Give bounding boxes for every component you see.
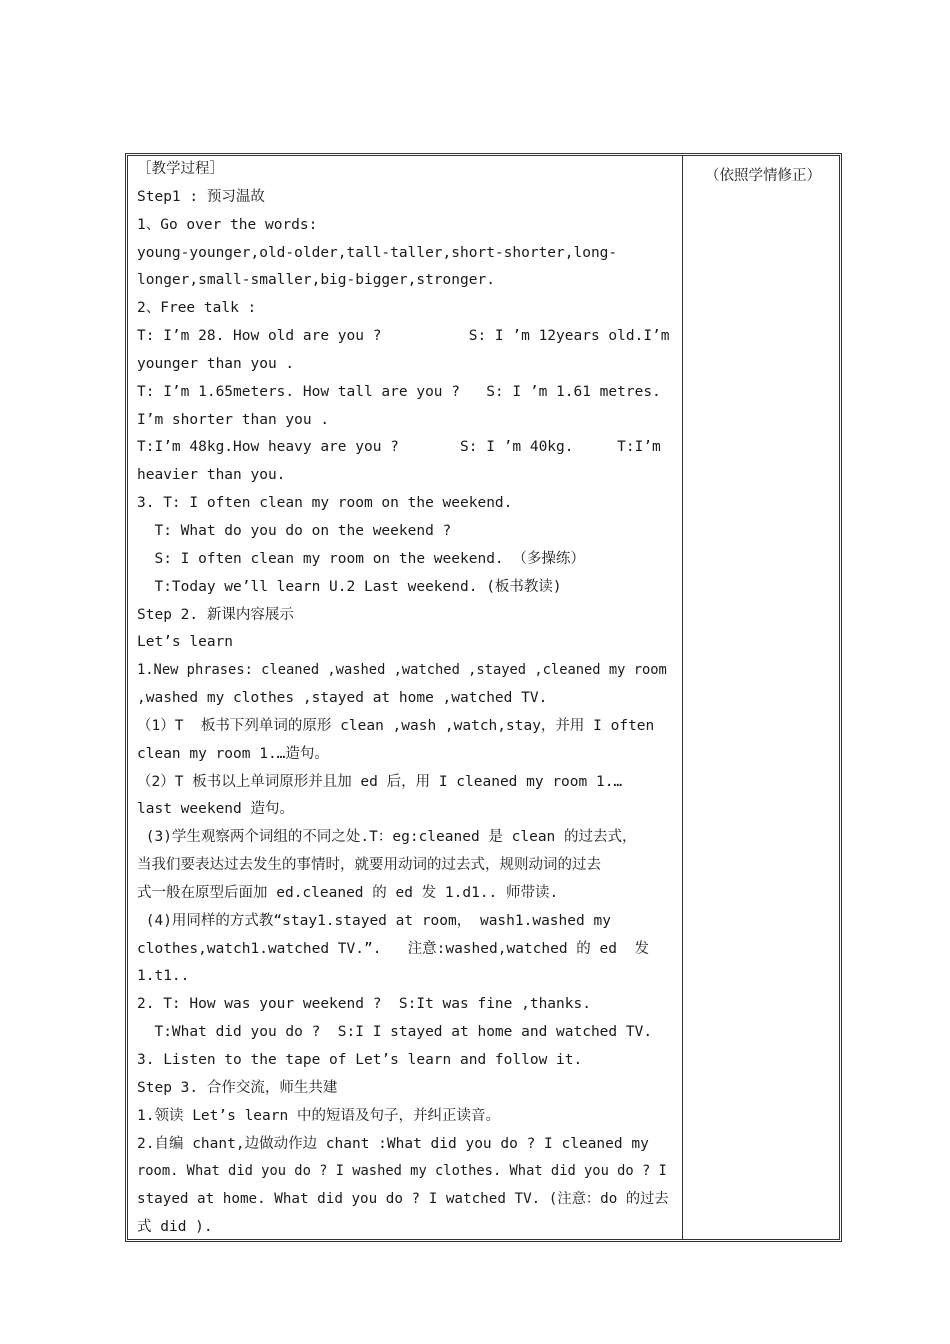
text-line: longer,small-smaller,big-bigger,stronger. bbox=[137, 272, 495, 289]
revision-note: （依照学情修正） bbox=[705, 168, 821, 184]
text-line: young-younger,old-older,tall-taller,short-shorter,long- bbox=[137, 244, 618, 261]
text-line: T:What did you do ? S:I I stayed at home and watched TV. bbox=[137, 1024, 653, 1041]
text-line: S: I often clean my room on the weekend. （多操练） bbox=[137, 550, 585, 567]
text-line: clothes,watch1.watched TV.”. 注意:washed,watched 的 ed 发 bbox=[137, 940, 649, 957]
text-line: 1.t1.. bbox=[137, 968, 190, 985]
text-line: 1.New phrases: cleaned ,washed ,watched ,stayed ,cleaned my room bbox=[137, 662, 667, 679]
text-line: I’m shorter than you . bbox=[137, 411, 330, 428]
text-line: 2. T: How was your weekend ? S:It was fine ,thanks. bbox=[137, 996, 591, 1013]
text-line: 2、Free talk : bbox=[137, 300, 257, 317]
text-line: 当我们要表达过去发生的事情时，就要用动词的过去式，规则动词的过去 bbox=[137, 857, 601, 874]
text-line: 2.自编 chant,边做动作边 chant :What did you do ? I cleaned my bbox=[137, 1135, 649, 1152]
text-line: 3. Listen to the tape of Let’s learn and follow it. bbox=[137, 1052, 583, 1068]
text-line: 1.领读 Let’s learn 中的短语及句子，并纠正读音。 bbox=[137, 1107, 500, 1124]
text-line: （2）T 板书以上单词原形并且加 ed 后，用 I cleaned my room 1.… bbox=[137, 773, 623, 790]
text-line: （1）T 板书下列单词的原形 clean ,wash ,watch,stay，并用 I often bbox=[137, 717, 655, 734]
text-line: 1、Go over the words: bbox=[137, 216, 318, 233]
text-line: T: I’m 28. How old are you ? S: I ’m 12years old.I’m bbox=[137, 328, 670, 345]
text-line: 式一般在原型后面加 ed.cleaned 的 ed 发 1.d1.. 师带读. bbox=[137, 884, 559, 901]
text-line: Step 3. 合作交流，师生共建 bbox=[137, 1079, 338, 1096]
text-line: room. What did you do ? I washed my clothes. What did you do ? I bbox=[137, 1163, 667, 1180]
text-line: 式 did ). bbox=[137, 1219, 213, 1236]
teaching-process-cell bbox=[137, 156, 675, 1242]
text-line: ,washed my clothes ,stayed at home ,watched TV. bbox=[137, 690, 548, 707]
text-line: stayed at home. What did you do ? I watched TV. (注意：do 的过去 bbox=[137, 1191, 669, 1208]
text-line: T:Today we’ll learn U.2 Last weekend. (板书教读) bbox=[137, 578, 562, 595]
text-line: Step 2. 新课内容展示 bbox=[137, 606, 294, 623]
text-line: T: What do you do on the weekend ? bbox=[137, 522, 452, 539]
text-line: (4)用同样的方式教“stay1.stayed at room， wash1.washed my bbox=[137, 912, 611, 929]
column-divider bbox=[682, 156, 683, 1239]
text-line: T: I’m 1.65meters. How tall are you ? S: I ’m 1.61 metres. bbox=[137, 383, 661, 400]
text-line: ［教学过程］ bbox=[137, 161, 224, 177]
text-line: heavier than you. bbox=[137, 467, 286, 484]
text-line: clean my room 1.…造句。 bbox=[137, 745, 329, 762]
text-line: T:I’m 48kg.How heavy are you ? S: I ’m 40kg. T:I’m bbox=[137, 439, 661, 456]
text-line: Let’s learn bbox=[137, 634, 234, 651]
lesson-table bbox=[125, 153, 842, 1242]
text-line: 3. T: I often clean my room on the weekend. bbox=[137, 495, 513, 512]
text-line: Step1 : 预习温故 bbox=[137, 188, 265, 205]
text-line: younger than you . bbox=[137, 355, 295, 372]
text-line: last weekend 造句。 bbox=[137, 801, 294, 818]
text-line: (3)学生观察两个词组的不同之处.T：eg:cleaned 是 clean 的过去式， bbox=[137, 829, 637, 846]
